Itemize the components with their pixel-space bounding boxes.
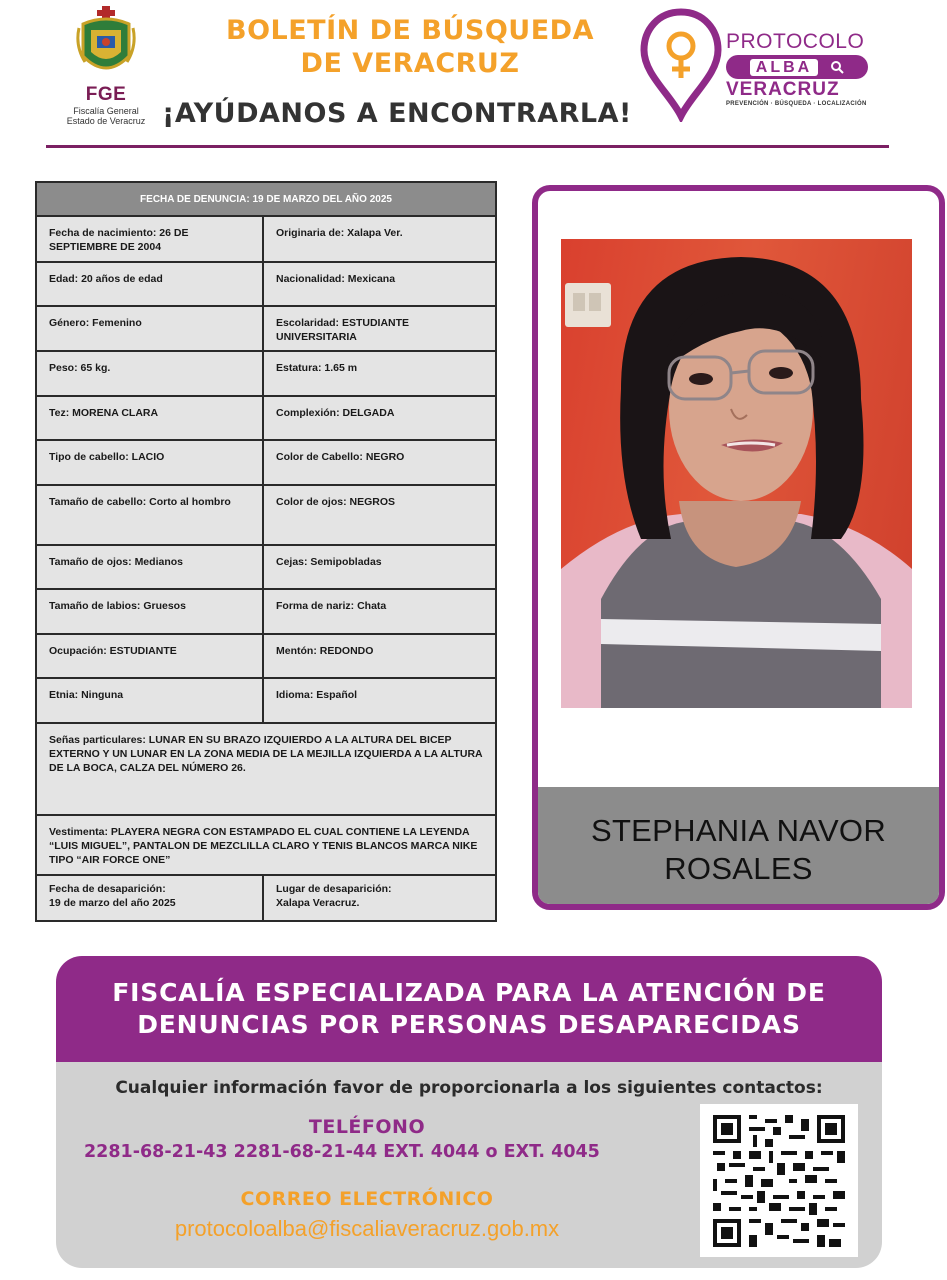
missing-person-card: [532, 185, 945, 910]
contact-panel: [56, 1062, 882, 1268]
banner-line2: DENUNCIAS POR PERSONAS DESAPARECIDAS: [137, 1010, 801, 1039]
agency-name-line2: Estado de Veracruz: [66, 116, 146, 126]
table-cell: Tez: MORENA CLARA: [49, 407, 159, 419]
table-cell: Ocupación: ESTUDIANTE: [49, 645, 177, 657]
table-cell: Tipo de cabello: LACIO: [49, 451, 165, 463]
veracruz-coat-of-arms-icon: [75, 6, 137, 82]
table-cell: Complexión: DELGADA: [262, 397, 495, 439]
table-cell: Tamaño de labios: Gruesos: [49, 600, 186, 612]
portrait-icon: [561, 239, 912, 708]
table-cell: Etnia: Ninguna: [49, 689, 124, 701]
table-cell: Color de Cabello: NEGRO: [262, 441, 495, 484]
person-name-line1: STEPHANIA NAVOR: [590, 812, 887, 848]
table-cell: Escolaridad: ESTUDIANTE UNIVERSITARIA: [262, 307, 495, 350]
table-row: [37, 217, 495, 263]
protocol-line1: PROTOCOLO: [726, 30, 865, 53]
table-cell: Idioma: Español: [262, 679, 495, 722]
protocol-tagline: PREVENCIÓN · BÚSQUEDA · LOCALIZACIÓN: [726, 101, 867, 107]
table-cell: [37, 876, 262, 920]
fge-logo: [54, 6, 158, 126]
agency-name-line1: Fiscalía General: [73, 106, 139, 116]
title-line-1: BOLETÍN DE BÚSQUEDA: [226, 15, 594, 46]
table-row: [37, 876, 495, 920]
header-divider: [46, 145, 889, 148]
table-cell: Mentón: REDONDO: [262, 635, 495, 677]
table-cell: Originaria de: Xalapa Ver.: [262, 217, 495, 261]
protocolo-alba-wordmark: [726, 30, 876, 107]
table-cell: Tamaño de cabello: Corto al hombro: [49, 496, 231, 508]
table-row: [37, 679, 495, 724]
table-cell: Cejas: Semipobladas: [262, 546, 495, 588]
table-row: [37, 397, 495, 441]
bulletin-title: [160, 14, 660, 80]
search-icon: [830, 60, 844, 74]
table-row: [37, 635, 495, 679]
banner-line1: FISCALÍA ESPECIALIZADA PARA LA ATENCIÓN DE: [112, 978, 826, 1007]
disappearance-date-label: Fecha de desaparición:: [49, 883, 166, 895]
protocolo-alba-logo: [640, 8, 722, 127]
table-cell: Nacionalidad: Mexicana: [262, 263, 495, 305]
report-date-header: FECHA DE DENUNCIA: 19 DE MARZO DEL AÑO 2025: [37, 183, 495, 217]
phone-label: TELÉFONO: [308, 1116, 426, 1138]
table-cell: Fecha de nacimiento: 26 DE SEPTIEMBRE DE 2004: [49, 227, 189, 253]
table-row: [37, 590, 495, 635]
protocol-line2: ALBA: [750, 59, 818, 76]
table-cell: Estatura: 1.65 m: [262, 352, 495, 395]
phone-numbers[interactable]: 2281-68-21-43 2281-68-21-44 EXT. 4044 o EXT. 4045: [84, 1142, 600, 1162]
person-name-band: [538, 787, 939, 910]
table-row: [37, 307, 495, 352]
table-cell: [262, 876, 495, 920]
table-row: [37, 546, 495, 590]
table-cell: Color de ojos: NEGROS: [262, 486, 495, 544]
protocol-line3: VERACRUZ: [726, 79, 840, 100]
person-info-table: [35, 181, 497, 922]
fiscalia-banner: [56, 956, 882, 1062]
disappearance-place-label: Lugar de desaparición:: [276, 883, 392, 895]
qr-code[interactable]: [700, 1104, 858, 1257]
clothing-description: Vestimenta: PLAYERA NEGRA CON ESTAMPADO EL CUAL CONTIENE LA LEYENDA “LUIS MIGUEL”, PANTALON DE MEZCLILLA CLARO Y TENIS BLANCOS MARCA NIKE TIPO “AIR FORCE ONE”: [49, 826, 478, 866]
table-row: [37, 441, 495, 486]
email-link[interactable]: protocoloalba@fiscaliaveracruz.gob.mx: [174, 1216, 560, 1241]
table-cell: Peso: 65 kg.: [49, 362, 111, 374]
table-row: [37, 352, 495, 397]
missing-person-photo: [561, 239, 912, 708]
contact-intro: Cualquier información favor de proporcionarla a los siguientes contactos:: [115, 1078, 823, 1098]
help-find-her-subtitle: ¡AYÚDANOS A ENCONTRARLA!: [162, 98, 632, 129]
email-label: CORREO ELECTRÓNICO: [240, 1188, 494, 1210]
table-cell: Forma de nariz: Chata: [262, 590, 495, 633]
table-row: [37, 486, 495, 546]
table-row: [37, 816, 495, 876]
disappearance-date-value: 19 de marzo del año 2025: [49, 897, 176, 909]
location-pin-female-symbol-icon: [640, 8, 722, 122]
table-row: [37, 263, 495, 307]
person-name-line2: ROSALES: [664, 850, 813, 886]
table-cell: Edad: 20 años de edad: [49, 273, 163, 285]
table-row: [37, 724, 495, 816]
table-cell: Tamaño de ojos: Medianos: [49, 556, 183, 568]
title-line-2: DE VERACRUZ: [300, 48, 520, 79]
disappearance-place-value: Xalapa Veracruz.: [276, 897, 360, 909]
agency-abbr: FGE: [85, 84, 127, 105]
distinguishing-marks: Señas particulares: LUNAR EN SU BRAZO IZQUIERDO A LA ALTURA DEL BICEP EXTERNO Y UN LUNAR EN LA ZONA MEDIA DE LA MEJILLA IZQUIERDA A LA ALTURA DE LA BOCA, CALZA DEL NÚMERO 26.: [49, 734, 483, 774]
alba-pill: [726, 55, 868, 79]
qr-code-icon: [713, 1115, 845, 1247]
table-cell: Género: Femenino: [49, 317, 142, 329]
